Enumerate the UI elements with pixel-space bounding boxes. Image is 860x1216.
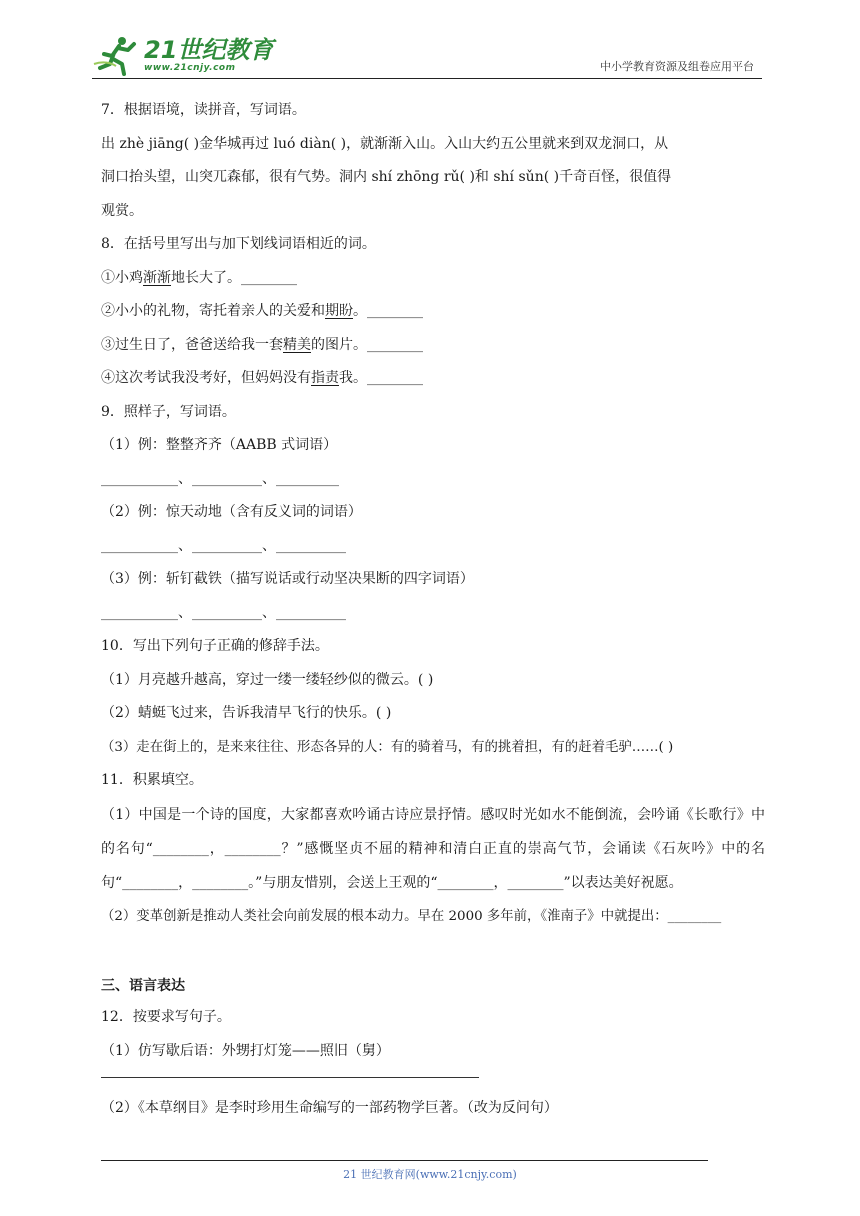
underlined-word: 期盼 [325, 303, 353, 319]
q12-sub-1: （1）仿写歇后语：外甥打灯笼——照旧（舅） [101, 1042, 390, 1059]
footer-text: 21 世纪教育网(www.21cnjy.com) [343, 1168, 517, 1181]
q7-line-2: 洞口抬头望，山突兀森郁，很有气势。洞内 shí zhōng rǔ( )和 shí sǔn( )千奇百怪，很值得 [101, 169, 672, 185]
footer-divider [101, 1160, 708, 1161]
q12-sub-2: （2）《本草纲目》是李时珍用生命编写的一部药物学巨著。（改为反问句） [101, 1100, 558, 1116]
q11-para-2: （2）变革创新是推动人类社会向前发展的根本动力。早在 2000 多年前，《淮南子》中就提出：________ [101, 908, 722, 924]
underlined-word: 渐渐 [143, 269, 171, 286]
q11-para-1: （1）中国是一个诗的国度，大家都喜欢吟诵古诗应景抒情。感叹时光如水不能倒流，会吟诵《长歌行》中的名句“________，________？”感慨坚贞不屈的精神和清白正直的崇高气节，会诵读《石灰吟》中的名句“________，________。”与朋友惜别，会送上王观的“________，________”以表达美好祝愿。 [101, 806, 765, 891]
document-body [101, 94, 765, 1126]
q9-sub-2: （2）例：惊天动地（含有反义词的词语） [101, 504, 362, 520]
q8-item: ①小鸡渐渐地长大了。________ [101, 269, 297, 286]
q10-title: 10．写出下列句子正确的修辞手法。 [101, 638, 329, 654]
q12-title: 12．按要求写句子。 [101, 1009, 231, 1025]
q8-item: ④这次考试我没考好，但妈妈没有指责我。________ [101, 370, 423, 386]
logo-url: www.21cnjy.com [144, 62, 236, 73]
q10-sub-1: （1）月亮越升越高，穿过一缕一缕轻纱似的微云。( ) [101, 671, 434, 688]
q7-title: 7．根据语境，读拼音，写词语。 [101, 102, 306, 118]
q10-sub-2: （2）蜻蜓飞过来，告诉我清早飞行的快乐。( ) [101, 705, 392, 721]
platform-name: 中小学教育资源及组卷应用平台 [600, 60, 754, 73]
underlined-word: 指责 [311, 370, 339, 386]
underlined-word: 精美 [283, 336, 311, 353]
section-heading: 三、语言表达 [101, 978, 185, 994]
q8-item: ②小小的礼物，寄托着亲人的关爱和期盼。________ [101, 303, 423, 319]
logo [92, 34, 273, 76]
q9-answer-blanks-3[interactable]: ___________、__________、__________ [101, 604, 346, 621]
q9-title: 9．照样子，写词语。 [101, 403, 236, 420]
q10-sub-3: （3）走在街上的，是来来往往、形态各异的人：有的骑着马，有的挑着担，有的赶着毛驴……( ) [101, 739, 674, 755]
logo-title: 21世纪教育 [144, 35, 274, 64]
q9-answer-blanks-1[interactable]: ___________、__________、_________ [101, 470, 339, 487]
q7-line-1: 出 zhè jiāng( )金华城再过 luó diàn( )，就渐渐入山。入山大约五公里就来到双龙洞口，从 [101, 135, 669, 152]
q8-title: 8．在括号里写出与加下划线词语相近的词。 [101, 236, 376, 252]
runner-logo-icon [92, 34, 142, 76]
answer-line[interactable] [101, 1076, 479, 1078]
q9-answer-blanks-2[interactable]: ___________、__________、__________ [101, 537, 346, 554]
q9-sub-3: （3）例：斩钉截铁（描写说话或行动坚决果断的四字词语） [101, 571, 474, 587]
q7-line-3: 观赏。 [101, 202, 143, 219]
q11-title: 11．积累填空。 [101, 772, 203, 788]
page-header [92, 34, 762, 79]
q8-item: ③过生日了，爸爸送给我一套精美的图片。________ [101, 336, 423, 353]
q9-sub-1: （1）例：整整齐齐（AABB 式词语） [101, 437, 338, 453]
